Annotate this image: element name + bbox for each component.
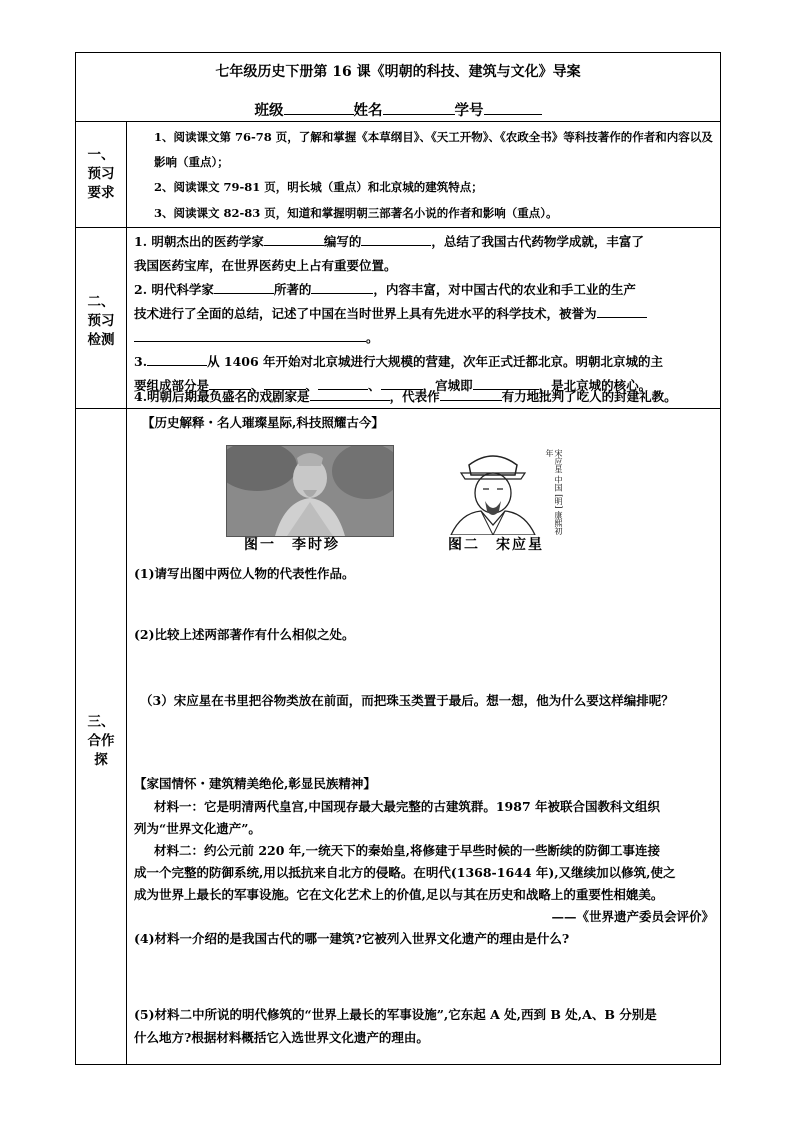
row-divider bbox=[76, 121, 720, 122]
material-2-line-3: 成为世界上最长的军事设施。它在文化艺术上的价值,足以与其在历史和战略上的重要性相媲美。 bbox=[134, 887, 664, 902]
check-question-3: 3. 从 1406 年开始对北京城进行大规模的营建，次年正式迁都北京。明朝北京城的主 要组成部分是 、 、 、 ，宫城即 ，是北京城的核心。 bbox=[134, 354, 664, 393]
section-2-label: 二、 预习 检测 bbox=[87, 294, 115, 348]
answer-blank[interactable] bbox=[310, 387, 390, 401]
answer-blank[interactable] bbox=[147, 352, 207, 366]
song-yingxing-portrait bbox=[421, 445, 567, 535]
explore-question-3: （3）宋应星在书里把谷物类放在前面，而把珠玉类置于最后。想一想，他为什么要这样编排呢？ bbox=[140, 693, 674, 708]
portrait-inscription: 宋应星 中国 [明] 康熙初年 bbox=[545, 449, 563, 535]
section-3-label: 三、 合作 探 bbox=[87, 714, 115, 768]
explore-question-5-line-2: 什么地方?根据材料概括它入选世界文化遗产的理由。 bbox=[134, 1030, 429, 1045]
material-1-line-1: 材料一：它是明清两代皇宫,中国现存最大最完整的古建筑群。1987 年被联合国教科文组织 bbox=[154, 799, 660, 814]
material-1-line-2: 列为“世界文化遗产”。 bbox=[134, 821, 261, 836]
answer-blank[interactable] bbox=[597, 304, 647, 318]
answer-blank[interactable] bbox=[134, 328, 366, 342]
name-label: 姓名 bbox=[353, 102, 383, 119]
material-2-line-2: 成一个完整的防御系统,用以抵抗来自北方的侵略。在明代(1368-1644 年),又继续加以修筑,使之 bbox=[134, 865, 676, 880]
material-source: ——《世界遗产委员会评价》 bbox=[551, 909, 714, 924]
class-label: 班级 bbox=[254, 102, 284, 119]
heading-history-explanation: 【历史解释・名人璀璨星际,科技照耀古今】 bbox=[142, 415, 384, 430]
id-label: 学号 bbox=[454, 102, 484, 119]
answer-blank[interactable] bbox=[264, 232, 324, 246]
explore-question-2: (2)比较上述两部著作有什么相似之处。 bbox=[134, 627, 355, 642]
section-1-label: 一、 预习 要求 bbox=[87, 147, 115, 201]
name-field[interactable] bbox=[383, 100, 455, 115]
page-title: 七年级历史下册第 16 课《明朝的科技、建筑与文化》导案 bbox=[215, 64, 581, 80]
answer-blank[interactable] bbox=[311, 280, 373, 294]
section-1-item-3: 3、阅读课文 82-83 页，知道和掌握明朝三部著名小说的作者和影响（重点）。 bbox=[154, 206, 558, 220]
explore-question-4: (4)材料一介绍的是我国古代的哪一建筑?它被列入世界文化遗产的理由是什么? bbox=[134, 931, 570, 946]
class-field[interactable] bbox=[284, 100, 354, 115]
li-shizhen-statue-photo bbox=[226, 445, 394, 537]
section-1-item-1: 1、阅读课文第 76-78 页，了解和掌握《本草纲目》、《天工开物》、《农政全书》等科技著作的作者和内容以及影响（重点）； bbox=[154, 130, 713, 169]
answer-blank[interactable] bbox=[440, 387, 502, 401]
worksheet-table bbox=[75, 52, 721, 1065]
explore-question-5-line-1: (5)材料二中所说的明代修筑的“世界上最长的军事设施”,它东起 A 处,西到 B 处,A、B 分别是 bbox=[134, 1007, 657, 1022]
check-question-4: 4.明朝后期最负盛名的戏剧家是 ，代表作 有力地批判了吃人的封建礼教。 bbox=[134, 389, 677, 404]
check-question-1: 1. 明朝杰出的医药学家 编写的 ，总结了我国古代药物学成就，丰富了 我国医药宝库，在世界医药史上占有重要位置。 bbox=[134, 234, 644, 273]
student-info-line bbox=[76, 99, 720, 120]
answer-blank[interactable] bbox=[214, 280, 274, 294]
check-question-2: 2. 明代科学家 所著的 ，内容丰富，对中国古代的农业和手工业的生产 技术进行了全面的总结，记述了中国在当时世界上具有先进水平的科学技术，被誉为 。 bbox=[134, 278, 719, 350]
figure-2-caption: 图二 宋应星 bbox=[448, 537, 544, 553]
student-id-field[interactable] bbox=[484, 100, 542, 115]
row-divider bbox=[76, 227, 720, 228]
column-divider bbox=[126, 121, 127, 1064]
material-2-line-1: 材料二：约公元前 220 年,一统天下的秦始皇,将修建于早些时候的一些断续的防御工事连接 bbox=[154, 843, 661, 858]
section-1-item-2: 2、阅读课文 79-81 页，明长城（重点）和北京城的建筑特点； bbox=[154, 180, 483, 194]
figure-1-caption: 图一 李时珍 bbox=[244, 537, 340, 553]
answer-blank[interactable] bbox=[361, 232, 431, 246]
explore-question-1: (1)请写出图中两位人物的代表性作品。 bbox=[134, 566, 355, 581]
heading-national-sentiment: 【家国情怀・建筑精美绝伦,彰显民族精神】 bbox=[134, 776, 376, 791]
